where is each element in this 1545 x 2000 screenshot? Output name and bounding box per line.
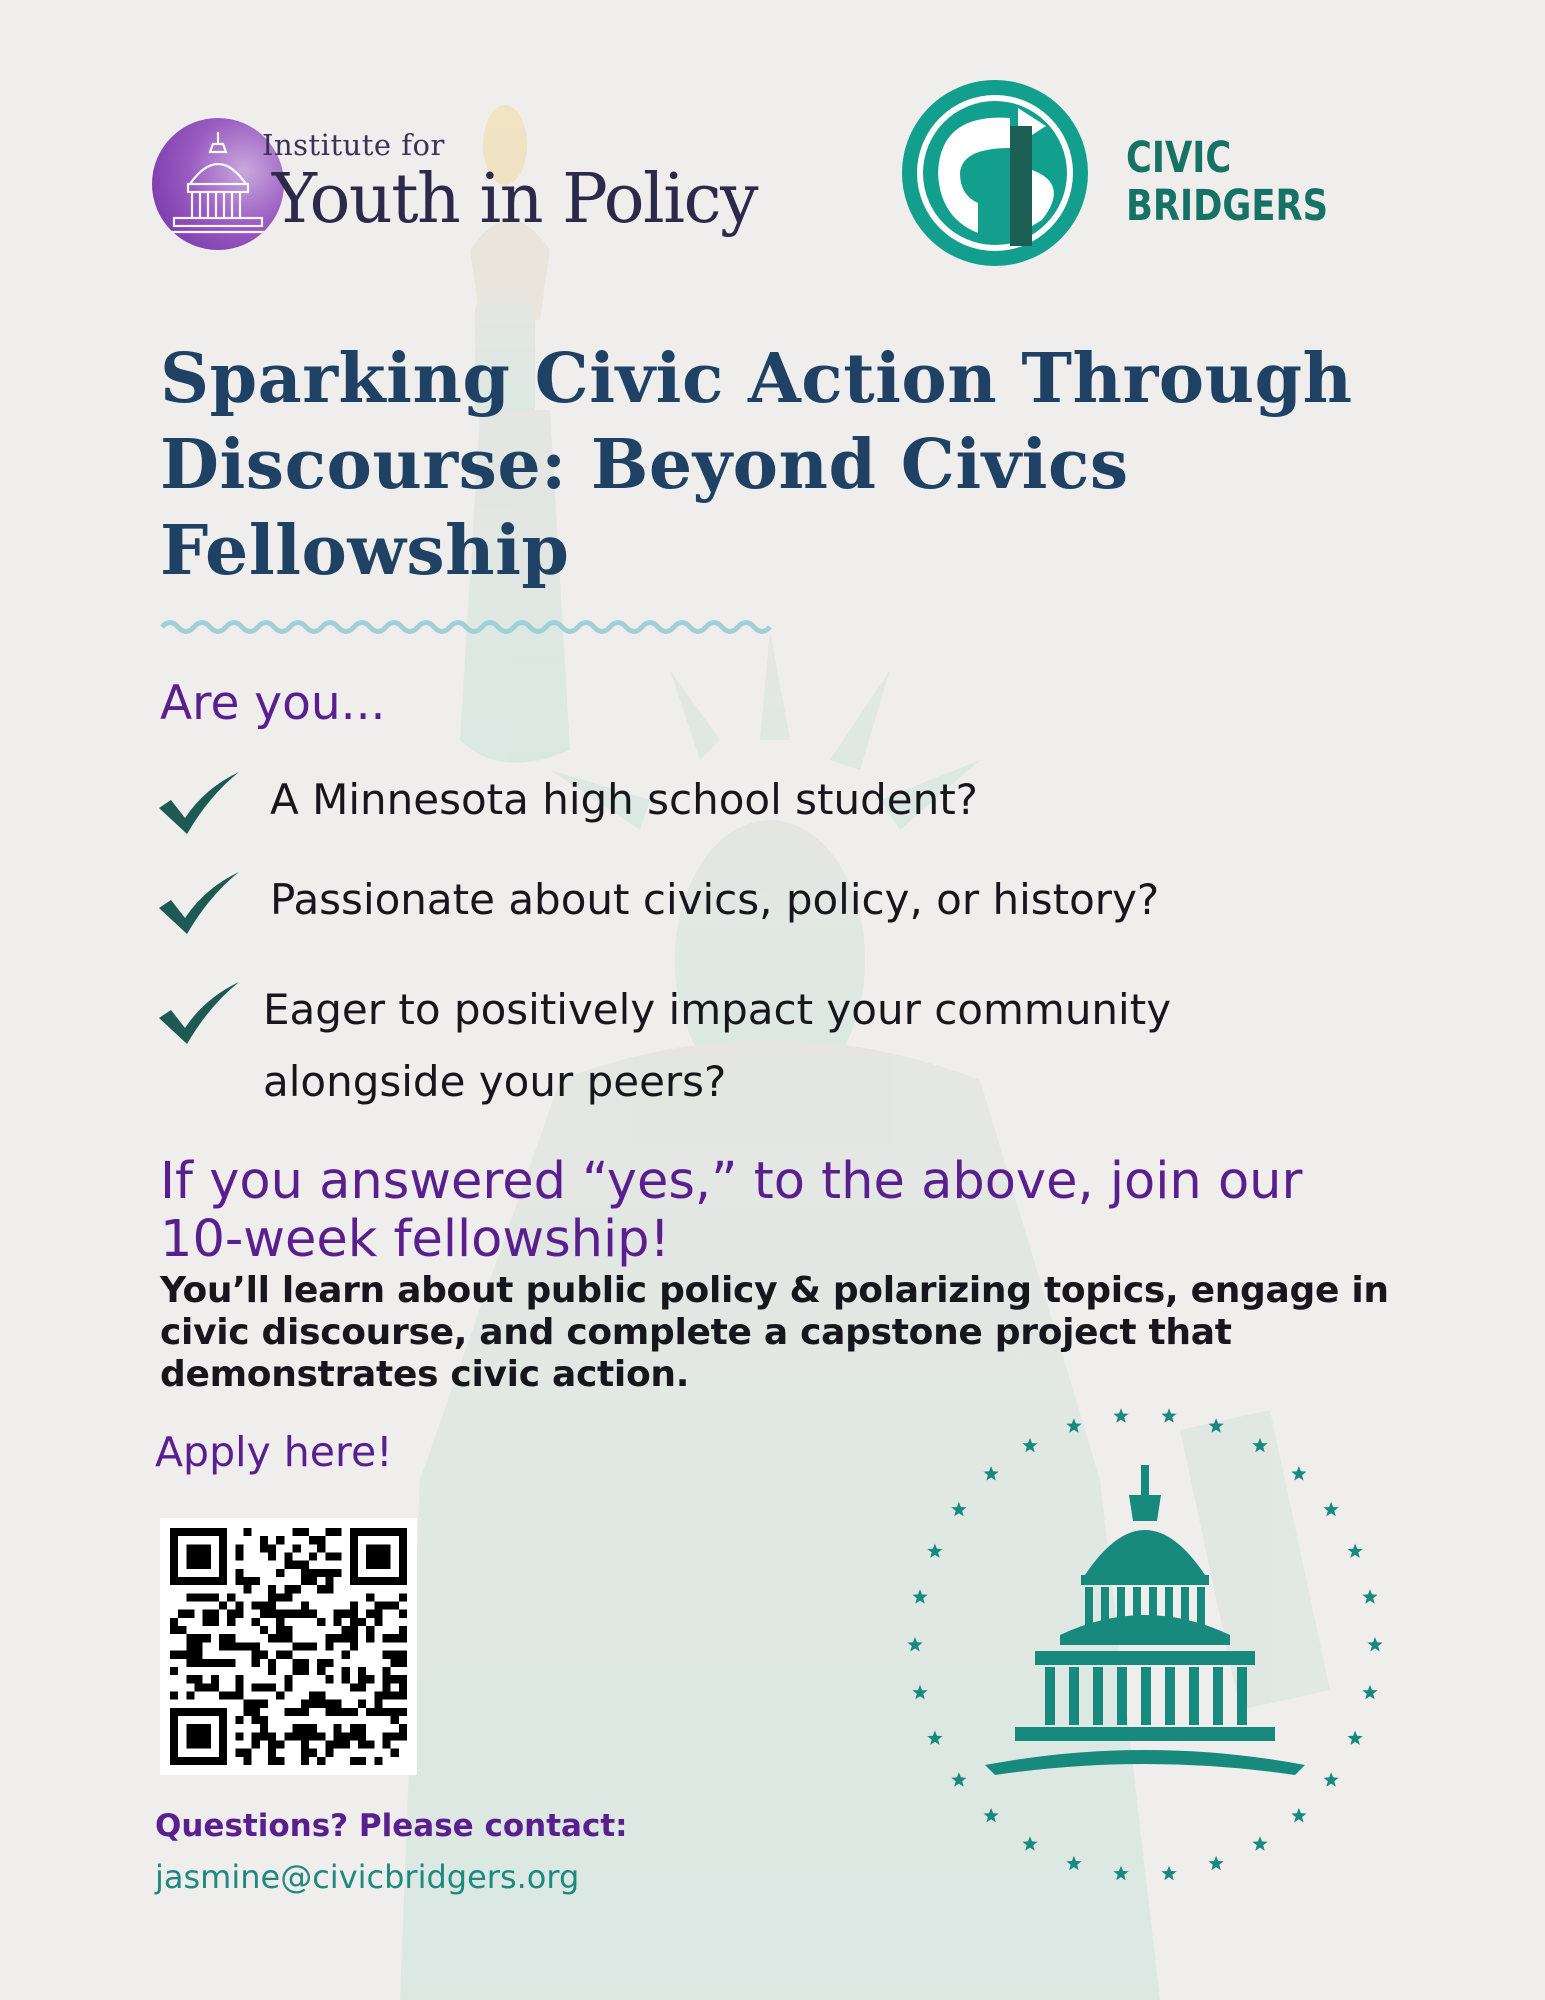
star-icon <box>1362 1685 1377 1700</box>
cta-description: You’ll learn about public policy & polarizing topics, engage in civic discourse, and complete a capstone project that demonstrates civic action. <box>160 1270 1389 1395</box>
checklist-text: Eager to positively impact your community alongside your peers? <box>263 985 1172 1106</box>
star-icon <box>1348 1544 1363 1558</box>
star-icon <box>907 1637 922 1652</box>
star-icon <box>1252 1438 1267 1453</box>
checkmark-icon <box>155 870 245 940</box>
star-icon <box>1324 1502 1339 1517</box>
institute-for-text: Institute for <box>262 128 445 162</box>
bridgers-text: BRIDGERS <box>1126 181 1328 231</box>
star-icon <box>984 1808 999 1823</box>
capitol-stars-seal-icon <box>885 1395 1405 1905</box>
checkmark-icon <box>155 980 245 1050</box>
star-icon <box>951 1772 966 1787</box>
star-icon <box>1113 1408 1128 1422</box>
contact-label: Questions? Please contact: <box>155 1808 628 1844</box>
star-icon <box>1291 1808 1306 1823</box>
wavy-divider <box>160 616 780 638</box>
star-icon <box>1324 1772 1339 1787</box>
star-icon <box>1209 1418 1224 1432</box>
star-icon <box>927 1544 942 1558</box>
youth-in-policy-text: Youth in Policy <box>272 160 758 239</box>
star-icon <box>912 1685 927 1700</box>
apply-label: Apply here! <box>155 1428 393 1476</box>
civic-bridgers-wordmark <box>1126 134 1328 230</box>
star-icon <box>1367 1637 1382 1652</box>
checkmark-icon <box>155 770 245 840</box>
star-icon <box>1066 1418 1081 1432</box>
star-icon <box>984 1466 999 1480</box>
star-icon <box>1291 1466 1306 1480</box>
star-icon <box>1209 1856 1224 1871</box>
star-icon <box>1022 1438 1037 1453</box>
star-icon <box>927 1731 942 1746</box>
contact-email-link[interactable]: jasmine@civicbridgers.org <box>155 1858 580 1896</box>
star-icon <box>912 1589 927 1604</box>
qr-code-icon <box>170 1528 407 1765</box>
star-icon <box>1362 1589 1377 1604</box>
star-icon <box>1161 1866 1176 1881</box>
star-icon <box>1252 1836 1267 1851</box>
checklist-text: A Minnesota high school student? <box>270 775 978 824</box>
civic-bridgers-emblem-icon <box>900 78 1090 268</box>
star-icon <box>1066 1856 1081 1871</box>
institute-for-youth-in-policy-logo <box>152 114 812 254</box>
star-icon <box>1022 1836 1037 1851</box>
application-qr-code[interactable] <box>160 1518 417 1775</box>
star-icon <box>951 1502 966 1517</box>
star-icon <box>1348 1731 1363 1746</box>
civic-text: CIVIC <box>1126 133 1232 183</box>
are-you-heading: Are you... <box>160 676 386 731</box>
civic-bridgers-logo <box>900 78 1340 268</box>
star-icon <box>1113 1866 1128 1881</box>
checklist-text: Passionate about civics, policy, or history? <box>270 875 1160 924</box>
cta-headline: If you answered “yes,” to the above, join our 10-week fellowship! <box>160 1152 1303 1269</box>
star-icon <box>1161 1408 1176 1422</box>
page-title: Sparking Civic Action Through Discourse: Beyond Civics Fellowship <box>160 339 1353 591</box>
